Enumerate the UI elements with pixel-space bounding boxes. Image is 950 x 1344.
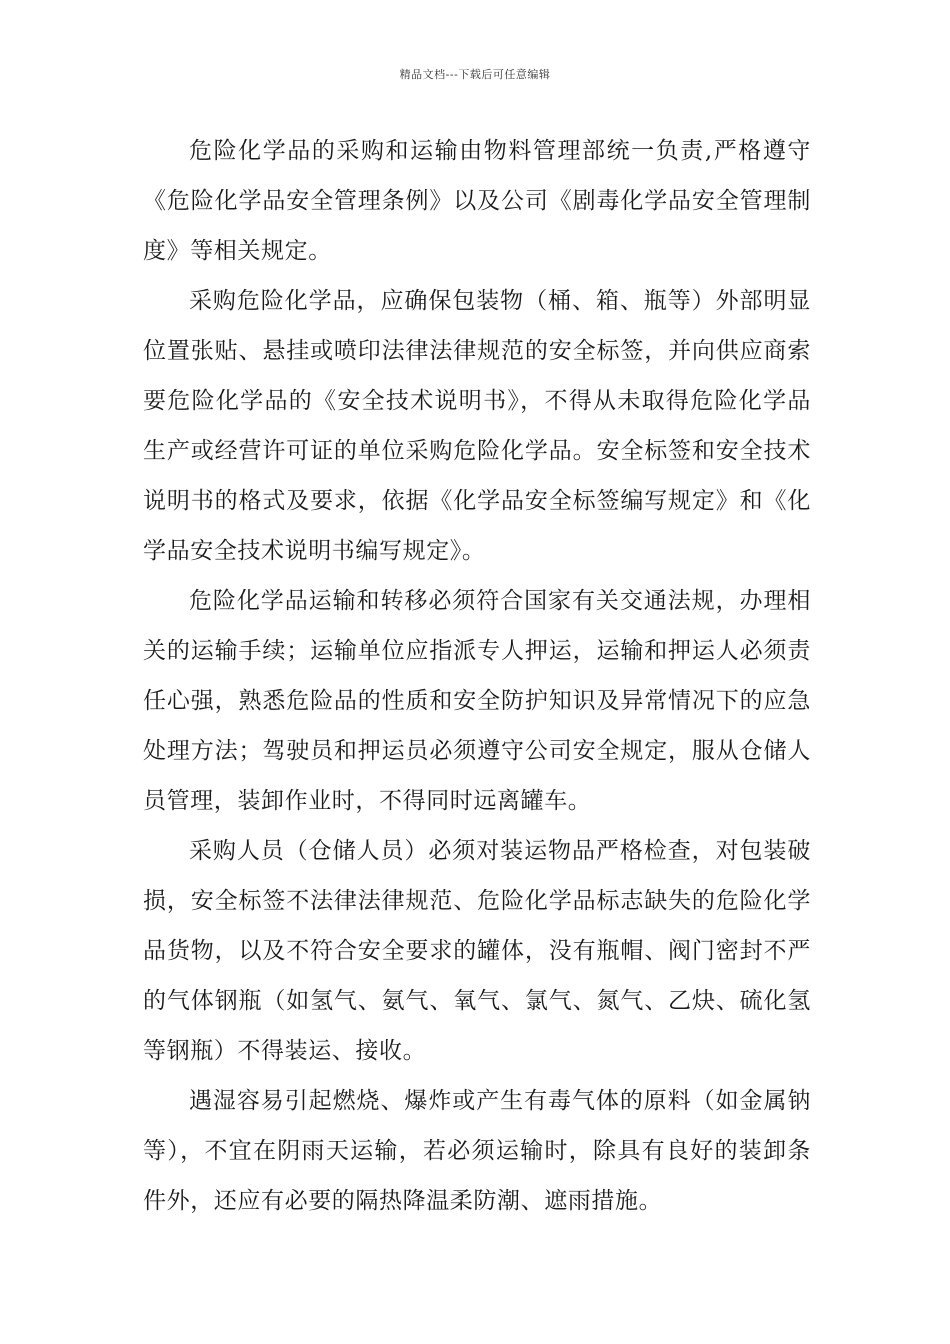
page-header: 精品文档---下载后可任意编辑 [399,68,551,81]
paragraph-wet-weather: 遇湿容易引起燃烧、爆炸或产生有毒气体的原料（如金属钠等），不宜在阴雨天运输，若必须运输时，除具有良好的装卸条件外，还应有必要的隔热降温柔防潮、遮雨措施。 [143,1088,811,1214]
paragraph-procurement-responsibility: 危险化学品的采购和运输由物料管理部统一负责,严格遵守《危险化学品安全管理条例》以及公司《剧毒化学品安全管理制度》等相关规定。 [143,138,811,264]
paragraph-procurement-labels: 采购危险化学品，应确保包装物（桶、箱、瓶等）外部明显位置张贴、悬挂或喷印法律法律规范的安全标签，并向供应商索要危险化学品的《安全技术说明书》，不得从未取得危险化学品生产或经营许可证的单位采购危险化学品。安全标签和安全技术说明书的格式及要求，依据《化学品安全标签编写规定》和《化学品安全技术说明书编写规定》。 [143,288,811,564]
document-body [143,126,811,1226]
paragraph-transport-rules: 危险化学品运输和转移必须符合国家有关交通法规，办理相关的运输手续；运输单位应指派专人押运，运输和押运人必须责任心强，熟悉危险品的性质和安全防护知识及异常情况下的应急处理方法；驾驶员和押运员必须遵守公司安全规定，服从仓储人员管理，装卸作业时，不得同时远离罐车。 [143,588,811,814]
paragraph-inspection: 采购人员（仓储人员）必须对装运物品严格检查，对包装破损，安全标签不法律法律规范、危险化学品标志缺失的危险化学品货物，以及不符合安全要求的罐体，没有瓶帽、阀门密封不严的气体钢瓶（如氢气、氨气、氧气、氯气、氮气、乙炔、硫化氢等钢瓶）不得装运、接收。 [143,838,811,1064]
